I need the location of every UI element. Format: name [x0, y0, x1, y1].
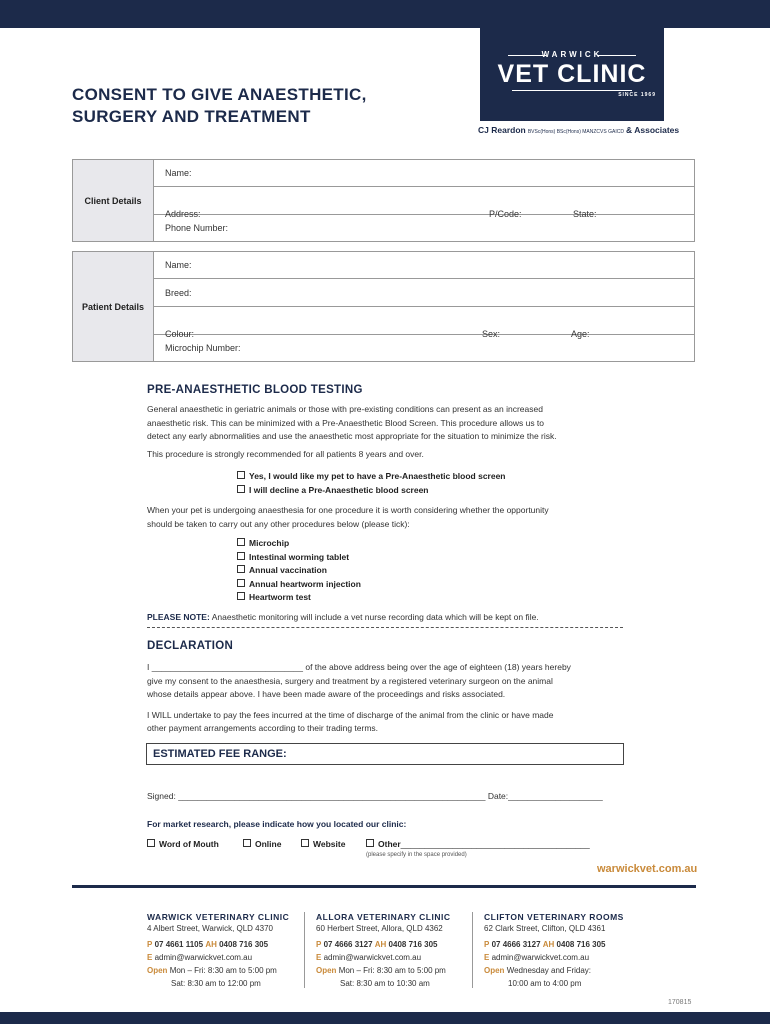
clinic-phone: 07 4661 1105 — [154, 940, 204, 949]
research-option-other[interactable] — [366, 838, 590, 852]
research-option-website[interactable] — [301, 838, 345, 852]
checkbox[interactable] — [237, 565, 245, 573]
clinic-address: 4 Albert Street, Warwick, QLD 4370 — [147, 924, 273, 933]
checkbox[interactable] — [237, 485, 245, 493]
declaration-line: I WILL undertake to pay the fees incurred at the time of discharge of the animal from the clinic or have made — [147, 709, 554, 720]
client-state-label: State: — [573, 208, 597, 219]
patient-details-table — [72, 251, 695, 362]
footer-divider — [472, 912, 473, 988]
clinic-ah: 0408 716 305 — [388, 940, 438, 949]
procedure-label: Annual heartworm injection — [249, 578, 361, 589]
checkbox[interactable] — [237, 579, 245, 587]
patient-name-field[interactable] — [154, 252, 695, 279]
ah-label: AH — [542, 940, 555, 949]
clinic-name: WARWICK VETERINARY CLINIC — [147, 912, 290, 922]
blood-testing-intro — [147, 403, 627, 461]
client-phone-field[interactable] — [154, 215, 695, 242]
patient-age-label: Age: — [571, 328, 590, 339]
website-url[interactable]: warwickvet.com.au — [597, 863, 698, 875]
clinic-address: 62 Clark Street, Clifton, QLD 4361 — [484, 924, 606, 933]
client-details-table — [72, 159, 695, 242]
checkbox[interactable] — [147, 839, 155, 847]
clinic-hours: Mon – Fri: 8:30 am to 5:00 pm — [338, 966, 446, 975]
ah-label: AH — [374, 940, 387, 949]
client-pcode-label: P/Code: — [489, 208, 522, 219]
option-label: I will decline a Pre-Anaesthetic blood screen — [249, 484, 429, 495]
clinic-hours-sat: Sat: 8:30 am to 10:30 am — [340, 979, 430, 988]
patient-section-label: Patient Details — [73, 252, 154, 362]
client-section-label: Client Details — [73, 160, 154, 242]
open-label: Open — [147, 966, 168, 975]
form-code: 170815 — [668, 999, 692, 1006]
option-label: Online — [255, 839, 282, 849]
top-bar — [0, 0, 770, 28]
blood-screen-yes-option[interactable] — [237, 470, 506, 484]
clinic-email: admin@warwickvet.com.au — [323, 953, 422, 962]
blood-intro-line: detect any early abnormalities and use the anaesthetic most appropriate for the situation to minimize the risk. — [147, 431, 557, 441]
patient-microchip-label: Microchip Number: — [165, 343, 241, 353]
other-specify-line[interactable]: ________________________________________ — [400, 839, 590, 849]
blood-screen-no-option[interactable] — [237, 484, 506, 498]
email-label: E — [484, 953, 490, 962]
phone-label: P — [147, 940, 153, 949]
blood-screen-options — [237, 470, 506, 497]
footer-divider — [304, 912, 305, 988]
open-label: Open — [316, 966, 337, 975]
ah-label: AH — [205, 940, 217, 949]
patient-microchip-field[interactable] — [154, 335, 695, 362]
logo-since: SINCE 1969 — [618, 92, 656, 98]
blood-intro-line: anaesthetic risk. This can be minimized with a Pre-Anaesthetic Blood Screen. This procedure allows us to — [147, 417, 545, 428]
clinic-warwick — [147, 912, 297, 990]
declaration-line: give my consent to the anaesthesia, surgery and treatment by a registered veterinary surgeon on the animal — [147, 675, 553, 686]
declaration-line: whose details appear above. I have been made aware of the proceedings and risks associated. — [147, 689, 506, 699]
fee-label: ESTIMATED FEE RANGE: — [153, 748, 287, 760]
email-label: E — [147, 953, 153, 962]
declaration-line: other payment arrangements according to their trading terms. — [147, 723, 379, 733]
open-label: Open — [484, 966, 505, 975]
procedure-label: Intestinal worming tablet — [249, 551, 350, 562]
section-divider — [147, 627, 623, 628]
logo-main-text: VET CLINIC — [497, 60, 647, 88]
clinic-hours-sat: Sat: 8:30 am to 12:00 pm — [171, 979, 261, 988]
clinic-clifton — [484, 912, 634, 990]
page-title — [72, 84, 367, 128]
procedures-intro — [147, 504, 627, 531]
checkbox[interactable] — [237, 592, 245, 600]
estimated-fee-box[interactable] — [146, 743, 624, 765]
procedure-label: Heartworm test — [249, 592, 311, 602]
title-line-1: CONSENT TO GIVE ANAESTHETIC, — [72, 85, 367, 104]
checkbox[interactable] — [237, 538, 245, 546]
patient-sex-label: Sex: — [482, 328, 501, 339]
clinic-hours: Wednesday and Friday: — [506, 966, 592, 975]
client-phone-label: Phone Number: — [165, 223, 229, 233]
client-address-field[interactable] — [154, 187, 695, 219]
clinic-email: admin@warwickvet.com.au — [491, 953, 590, 962]
email-label: E — [316, 953, 322, 962]
logo-top-text: WARWICK — [541, 50, 603, 59]
patient-breed-label: Breed: — [165, 287, 192, 298]
phone-label: P — [316, 940, 322, 949]
checkbox[interactable] — [301, 839, 309, 847]
procedures-intro-line: should be taken to carry out any other procedures below (please tick): — [147, 518, 410, 529]
clinic-name: CLIFTON VETERINARY ROOMS — [484, 912, 624, 922]
blood-recommendation: This procedure is strongly recommended for all patients 8 years and over. — [147, 448, 424, 459]
procedure-option[interactable] — [237, 551, 361, 565]
procedure-option[interactable] — [237, 564, 361, 578]
option-label: Other — [378, 839, 401, 849]
option-label: Website — [313, 839, 346, 849]
logo-rule-bottom — [512, 90, 632, 91]
option-label: Word of Mouth — [159, 839, 219, 849]
procedure-label: Microchip — [249, 538, 290, 548]
clinic-logo — [480, 28, 664, 121]
clinic-email: admin@warwickvet.com.au — [154, 953, 253, 962]
procedure-option[interactable] — [237, 591, 361, 605]
clinic-ah: 0408 716 305 — [556, 940, 606, 949]
checkbox[interactable] — [243, 839, 251, 847]
procedures-list — [237, 537, 361, 605]
research-option-online[interactable] — [243, 838, 281, 852]
patient-colour-field[interactable] — [154, 307, 695, 339]
procedure-option[interactable] — [237, 578, 361, 592]
clinic-hours: Mon – Fri: 8:30 am to 5:00 pm — [169, 966, 277, 975]
vet-assoc: & Associates — [626, 125, 680, 135]
checkbox[interactable] — [237, 471, 245, 479]
clinic-phone: 07 4666 3127 — [491, 940, 541, 949]
patient-colour-label: Colour: — [165, 328, 195, 339]
patient-breed-field[interactable] — [154, 279, 695, 307]
client-address-label: Address: — [165, 208, 201, 219]
vet-credentials — [478, 125, 679, 135]
declaration-heading: DECLARATION — [147, 640, 234, 652]
research-option-word[interactable] — [147, 838, 219, 852]
patient-name-label: Name: — [165, 260, 192, 270]
clinic-ah: 0408 716 305 — [219, 940, 269, 949]
declaration-line: I ________________________________ of the above address being over the age of eighteen (18) years hereby — [147, 662, 571, 672]
footer-rule — [72, 885, 696, 888]
clinic-name: ALLORA VETERINARY CLINIC — [316, 912, 451, 922]
procedure-label: Annual vaccination — [249, 565, 327, 575]
procedure-option[interactable] — [237, 537, 361, 551]
procedures-intro-line: When your pet is undergoing anaesthesia for one procedure it is worth considering whether the opportunity — [147, 505, 549, 515]
option-label: Yes, I would like my pet to have a Pre-Anaesthetic blood screen — [249, 471, 506, 481]
checkbox[interactable] — [366, 839, 374, 847]
vet-quals: BVSc(Hons) BSc(Hons) MANZCVS GAICD — [527, 129, 624, 135]
declaration-text — [147, 661, 627, 736]
phone-label: P — [484, 940, 490, 949]
research-prompt: For market research, please indicate how you located our clinic: — [147, 819, 407, 829]
checkbox[interactable] — [237, 552, 245, 560]
please-note — [147, 611, 627, 625]
bottom-bar — [0, 1012, 770, 1024]
clinic-address: 60 Herbert Street, Allora, QLD 4362 — [316, 924, 443, 933]
clinic-allora — [316, 912, 466, 990]
clinic-hours-sat: 10:00 am to 4:00 pm — [508, 979, 582, 988]
other-hint: (please specify in the space provided) — [366, 852, 467, 858]
blood-intro-line: General anaesthetic in geriatric animals or those with pre-existing conditions can present as an increased — [147, 404, 543, 414]
blood-testing-heading: PRE-ANAESTHETIC BLOOD TESTING — [147, 384, 363, 396]
signature-line[interactable]: Signed: _________________________________________________________________ Date:____________________ — [147, 791, 603, 801]
client-name-label: Name: — [165, 168, 192, 178]
title-line-2: SURGERY AND TREATMENT — [72, 107, 311, 126]
note-text: Anaesthetic monitoring will include a vet nurse recording data which will be kept on file. — [211, 612, 539, 622]
note-label: PLEASE NOTE: — [147, 612, 210, 622]
client-name-field[interactable] — [154, 160, 695, 187]
vet-name: CJ Reardon — [478, 125, 526, 135]
clinic-phone: 07 4666 3127 — [323, 940, 373, 949]
